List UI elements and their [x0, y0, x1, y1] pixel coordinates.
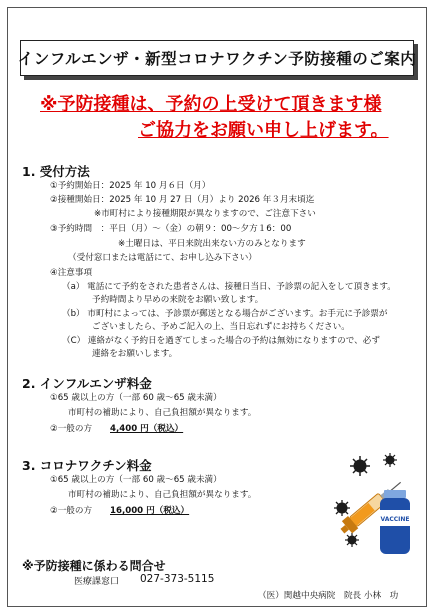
reservation-notice-line1: ※予防接種は、予約の上受けて頂きます様: [40, 94, 382, 115]
note-c-line1: （C） 連絡がなく予約日を過ぎてしまった場合の予約は無効になりますので、必ず: [62, 336, 380, 346]
note-b-line2: ございましたら、予めご記入の上、当日忘れずにお持ちください。: [92, 322, 350, 332]
vial-label: VACCINE: [380, 516, 410, 523]
footer-signature: （医）関越中央病院 院長 小林 功: [258, 591, 399, 601]
flu-general-label: ②一般の方: [50, 424, 93, 434]
virus-icon: [350, 456, 370, 476]
vaccine-illustration: [330, 448, 422, 560]
covid-elderly-note: 市町村の補助により、自己負担額が異なります。: [68, 490, 257, 500]
vaccination-start: ②接種開始日：2025 年 10 月 27 日（月）より 2026 年３月末頃迄: [50, 195, 315, 205]
notes-heading: ④注意事項: [50, 268, 93, 278]
flu-elderly: ①65 歳以上の方（一部 60 歳～65 歳未満）: [50, 393, 222, 403]
section1-heading: 1. 受付方法: [22, 164, 90, 179]
vaccination-period-note: ※市町村により接種期限が異なりますので、ご注意下さい: [94, 209, 316, 219]
virus-icon: [345, 533, 359, 547]
reservation-notice-line2: ご協力をお願い申し上げます。: [138, 120, 389, 141]
note-b-line1: （b） 市町村によっては、予診票が郵送となる場合がございます。お手元に予診票が: [62, 309, 388, 319]
vaccine-vial-icon: [380, 490, 410, 554]
note-c-line2: 連絡をお願いします。: [92, 349, 178, 359]
note-a-line2: 予約時間より早めの来院をお願い致します。: [92, 295, 264, 305]
virus-icon: [334, 500, 350, 516]
reservation-start: ①予約開始日：2025 年 10 月６日（月）: [50, 181, 211, 191]
contact-phone: 027-373-5115: [140, 573, 215, 585]
title-box: [17, 40, 417, 76]
reservation-hours: ③予約時間 ：平日（月）～（金）の朝９：00～夕方１6：00: [50, 224, 292, 234]
contact-department: 医療課窓口: [74, 577, 120, 587]
section2-heading: 2. インフルエンザ料金: [22, 376, 152, 391]
virus-icon: [383, 453, 397, 467]
contact-heading: ※予防接種に係わる問合せ: [22, 559, 166, 573]
covid-general-price: 16,000 円（税込）: [110, 506, 190, 516]
covid-elderly: ①65 歳以上の方（一部 60 歳～65 歳未満）: [50, 475, 222, 485]
covid-general-label: ②一般の方: [50, 506, 93, 516]
flu-general-price: 4,400 円（税込）: [110, 424, 184, 434]
page-title: インフルエンザ・新型コロナワクチン予防接種のご案内: [17, 50, 417, 68]
window-note: （受付窓口または電話にて、お申し込み下さい）: [68, 253, 257, 263]
flu-elderly-note: 市町村の補助により、自己負担額が異なります。: [68, 408, 257, 418]
saturday-note: ※土曜日は、平日来院出来ない方のみとなります: [118, 239, 306, 249]
section3-heading: 3. コロナワクチン料金: [22, 458, 152, 473]
note-a-line1: （a） 電話にて予約をされた患者さんは、接種日当日、予診票の記入をして頂きます。: [62, 282, 396, 292]
